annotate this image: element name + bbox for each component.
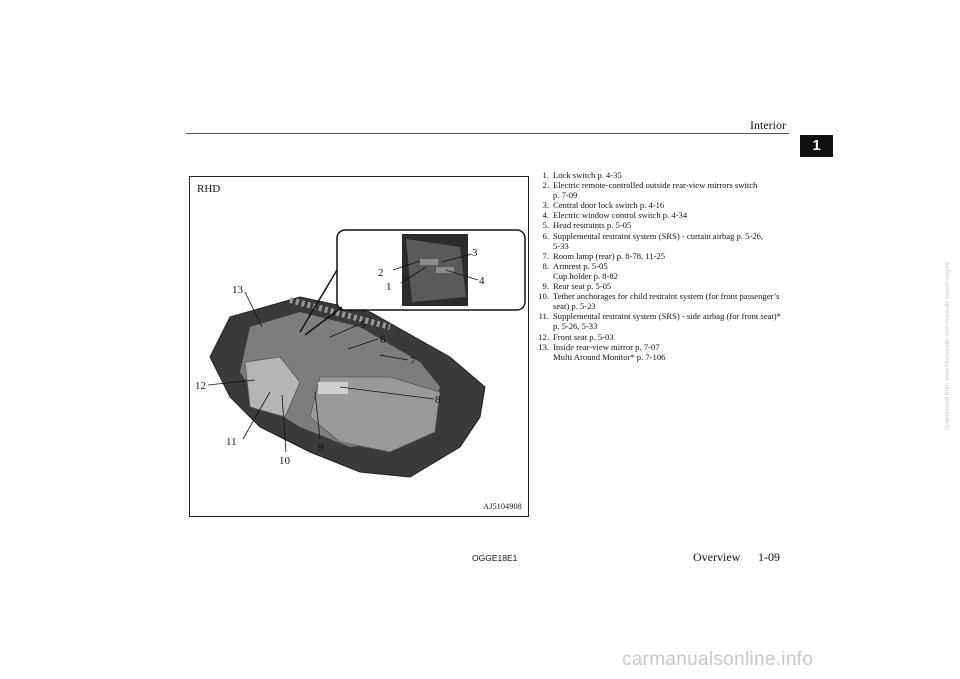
watermark-text: carmanualsonline.info <box>622 649 814 670</box>
legend-item-number: 13. <box>538 341 549 352</box>
callout-9: 9 <box>318 442 324 454</box>
section-title: Interior <box>750 118 786 132</box>
interior-figure <box>189 176 529 517</box>
legend-item <box>536 342 794 362</box>
legend-item-text: p. 5-26, 5-33 <box>553 321 598 332</box>
legend-item <box>536 281 794 291</box>
chapter-tab[interactable]: 1 <box>800 135 833 157</box>
callout-10: 10 <box>279 455 290 467</box>
legend-item <box>536 291 794 311</box>
legend-item-text: Supplemental restraint system (SRS) - curtain airbag p. 5-26, <box>553 230 764 241</box>
callout-6: 6 <box>380 334 386 346</box>
legend-item-number: 11. <box>538 311 549 322</box>
legend-item-number: 2. <box>542 180 549 191</box>
legend-item-text: Electric window control switch p. 4-34 <box>553 210 688 221</box>
legend-item <box>536 210 794 220</box>
legend-item-text: Rear seat p. 5-05 <box>553 281 612 292</box>
legend-item-text: Armrest p. 5-05 <box>553 260 608 271</box>
legend-item-number: 1. <box>542 170 549 180</box>
legend-item-text: Electric remote-controlled outside rear-view mirrors switch <box>553 180 758 191</box>
legend-item-text: p. 7-09 <box>553 190 578 201</box>
legend-item <box>536 200 794 210</box>
legend-item-text: Tether anchorages for child restraint system (for front passenger’s <box>553 291 780 302</box>
rhd-label: RHD <box>197 183 221 195</box>
legend-item-number: 5. <box>542 220 549 231</box>
footer-section-label: Overview <box>693 550 741 564</box>
interior-illustration <box>190 177 529 517</box>
inset-switch <box>420 259 438 265</box>
legend-item-number: 3. <box>542 200 549 211</box>
callout-5: 5 <box>360 319 366 331</box>
legend-item <box>536 180 794 200</box>
callout-4: 4 <box>479 275 485 287</box>
legend-item-text: Supplemental restraint system (SRS) - side airbag (for front seat)* <box>553 311 781 322</box>
side-watermark-text: Downloaded from www.Manualslib.com manuals search engine <box>945 261 951 430</box>
legend-item-text: 5-33 <box>553 240 569 251</box>
legend-item <box>536 220 794 230</box>
callout-3: 3 <box>472 247 478 259</box>
legend-item-text: Inside rear-view mirror p. 7-07 <box>553 341 660 352</box>
callout-8: 8 <box>435 394 441 406</box>
inset-switch-2 <box>436 267 454 273</box>
armrest-shape <box>318 382 348 394</box>
legend-item-text: Front seat p. 5-03 <box>553 331 614 342</box>
page-number: 1-09 <box>758 550 780 564</box>
header-rule <box>186 133 789 134</box>
legend-item-number: 4. <box>542 210 549 221</box>
legend-item-number: 7. <box>542 250 549 261</box>
legend-item-number: 6. <box>542 230 549 241</box>
legend-item-text: Head restraints p. 5-05 <box>553 220 632 231</box>
legend-item <box>536 261 794 281</box>
legend-item <box>536 251 794 261</box>
callout-1: 1 <box>386 281 392 293</box>
legend-item-text: Lock switch p. 4-35 <box>553 170 622 180</box>
legend-item <box>536 311 794 331</box>
callout-12: 12 <box>195 380 206 392</box>
legend-item <box>536 231 794 251</box>
callout-7: 7 <box>410 355 416 367</box>
legend-item-text: Cup holder p. 8-82 <box>553 270 618 281</box>
callout-11: 11 <box>226 436 237 448</box>
legend-item-number: 8. <box>542 260 549 271</box>
legend-item-text: Multi Around Monitor* p. 7-106 <box>553 351 666 362</box>
legend-item-number: 10. <box>538 291 549 302</box>
legend-item <box>536 332 794 342</box>
document-code: OGGE18E1 <box>472 553 518 563</box>
legend-item-text: Central door lock switch p. 4-16 <box>553 200 665 211</box>
legend-item-number: 12. <box>538 331 549 342</box>
legend-item-number: 9. <box>542 281 549 292</box>
callout-legend <box>536 170 794 362</box>
callout-13: 13 <box>232 284 243 296</box>
figure-code: AJ5104908 <box>483 502 522 511</box>
callout-2: 2 <box>378 267 384 279</box>
legend-item-text: Room lamp (rear) p. 8-78, 11-25 <box>553 250 666 261</box>
legend-item <box>536 170 794 180</box>
legend-item-text: seat) p. 5-23 <box>553 301 596 312</box>
